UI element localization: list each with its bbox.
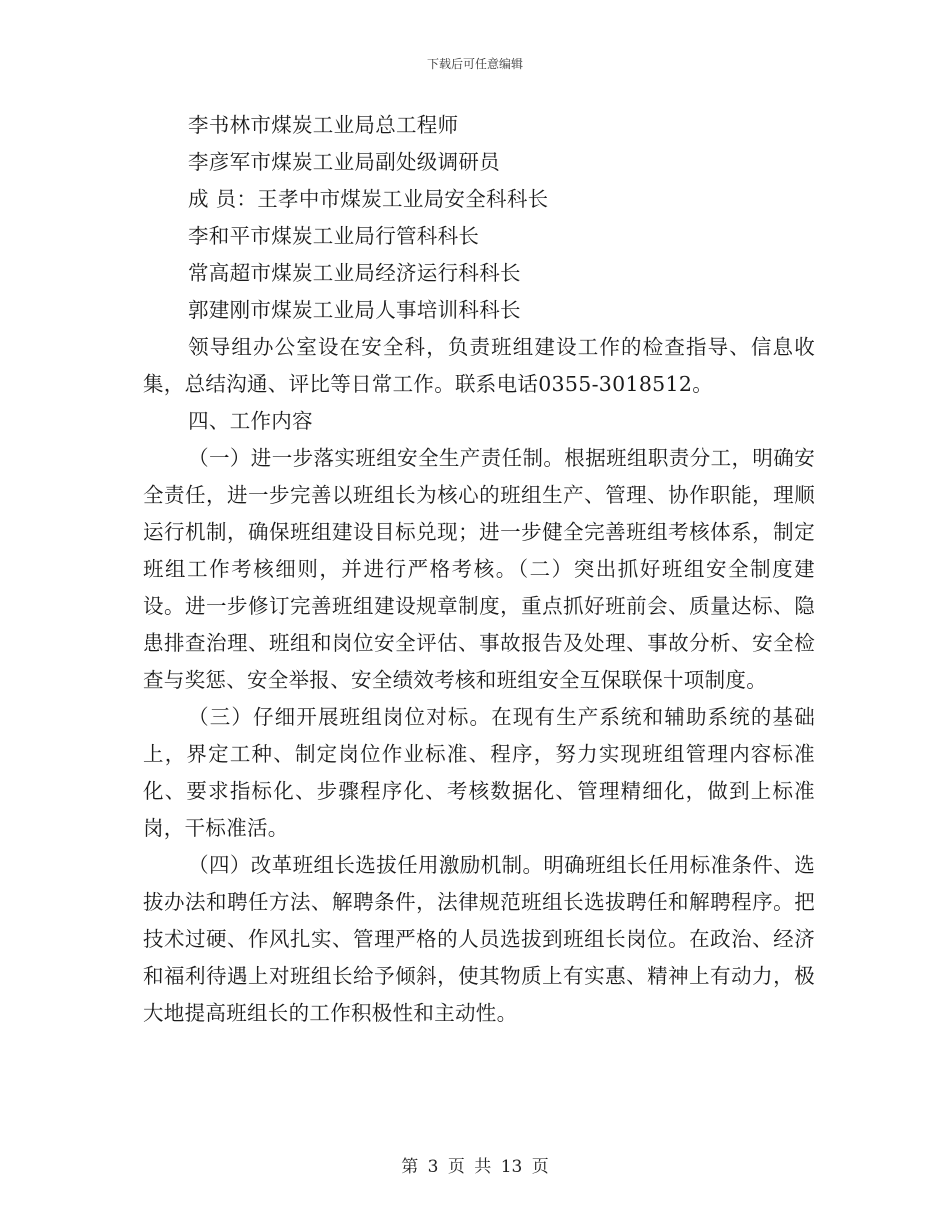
member-line: 成 员：王孝中市煤炭工业局安全科科长	[188, 187, 549, 211]
document-body	[143, 107, 815, 1032]
paragraph-item-4: （四）改革班组长选拔任用激励机制。明确班组长任用标准条件、选拔办法和聘任方法、解聘条件，法律规范班组长选拔聘任和解聘程序。把技术过硬、作风扎实、管理严格的人员选拔到班组长岗位。在政治、经济和福利待遇上对班组长给予倾斜，使其物质上有实惠、精神上有动力，极大地提高班组长的工作积极性和主动性。	[143, 853, 815, 1025]
paragraph-item-3: （三）仔细开展班组岗位对标。在现有生产系统和辅助系统的基础上，界定工种、制定岗位作业标准、程序，努力实现班组管理内容标准化、要求指标化、步骤程序化、考核数据化、管理精细化，做到上标准岗，干标准活。	[143, 705, 815, 840]
member-line: 郭建刚市煤炭工业局人事培训科科长	[188, 298, 521, 322]
office-paragraph: 领导组办公室设在安全科，负责班组建设工作的检查指导、信息收集，总结沟通、评比等日常工作。联系电话0355-3018512。	[143, 335, 815, 396]
member-line: 李彦军市煤炭工业局副处级调研员	[188, 150, 500, 174]
section-heading: 四、工作内容	[188, 409, 313, 433]
member-line: 常高超市煤炭工业局经济运行科科长	[188, 261, 521, 285]
member-line: 李书林市煤炭工业局总工程师	[188, 113, 459, 137]
header-note: 下载后可任意编辑	[426, 57, 523, 71]
member-line: 李和平市煤炭工业局行管科科长	[188, 224, 480, 248]
paragraph-item-1: （一）进一步落实班组安全生产责任制。根据班组职责分工，明确安全责任，进一步完善以班组长为核心的班组生产、管理、协作职能，理顺运行机制，确保班组建设目标兑现；进一步健全完善班组考核体系，制定班组工作考核细则，并进行严格考核。（二）突出抓好班组安全制度建设。进一步修订完善班组建设规章制度，重点抓好班前会、质量达标、隐患排查治理、班组和岗位安全评估、事故报告及处理、事故分析、安全检查与奖惩、安全举报、安全绩效考核和班组安全互保联保十项制度。	[143, 446, 815, 692]
page-number: 第 3 页 共 13 页	[401, 1157, 549, 1177]
